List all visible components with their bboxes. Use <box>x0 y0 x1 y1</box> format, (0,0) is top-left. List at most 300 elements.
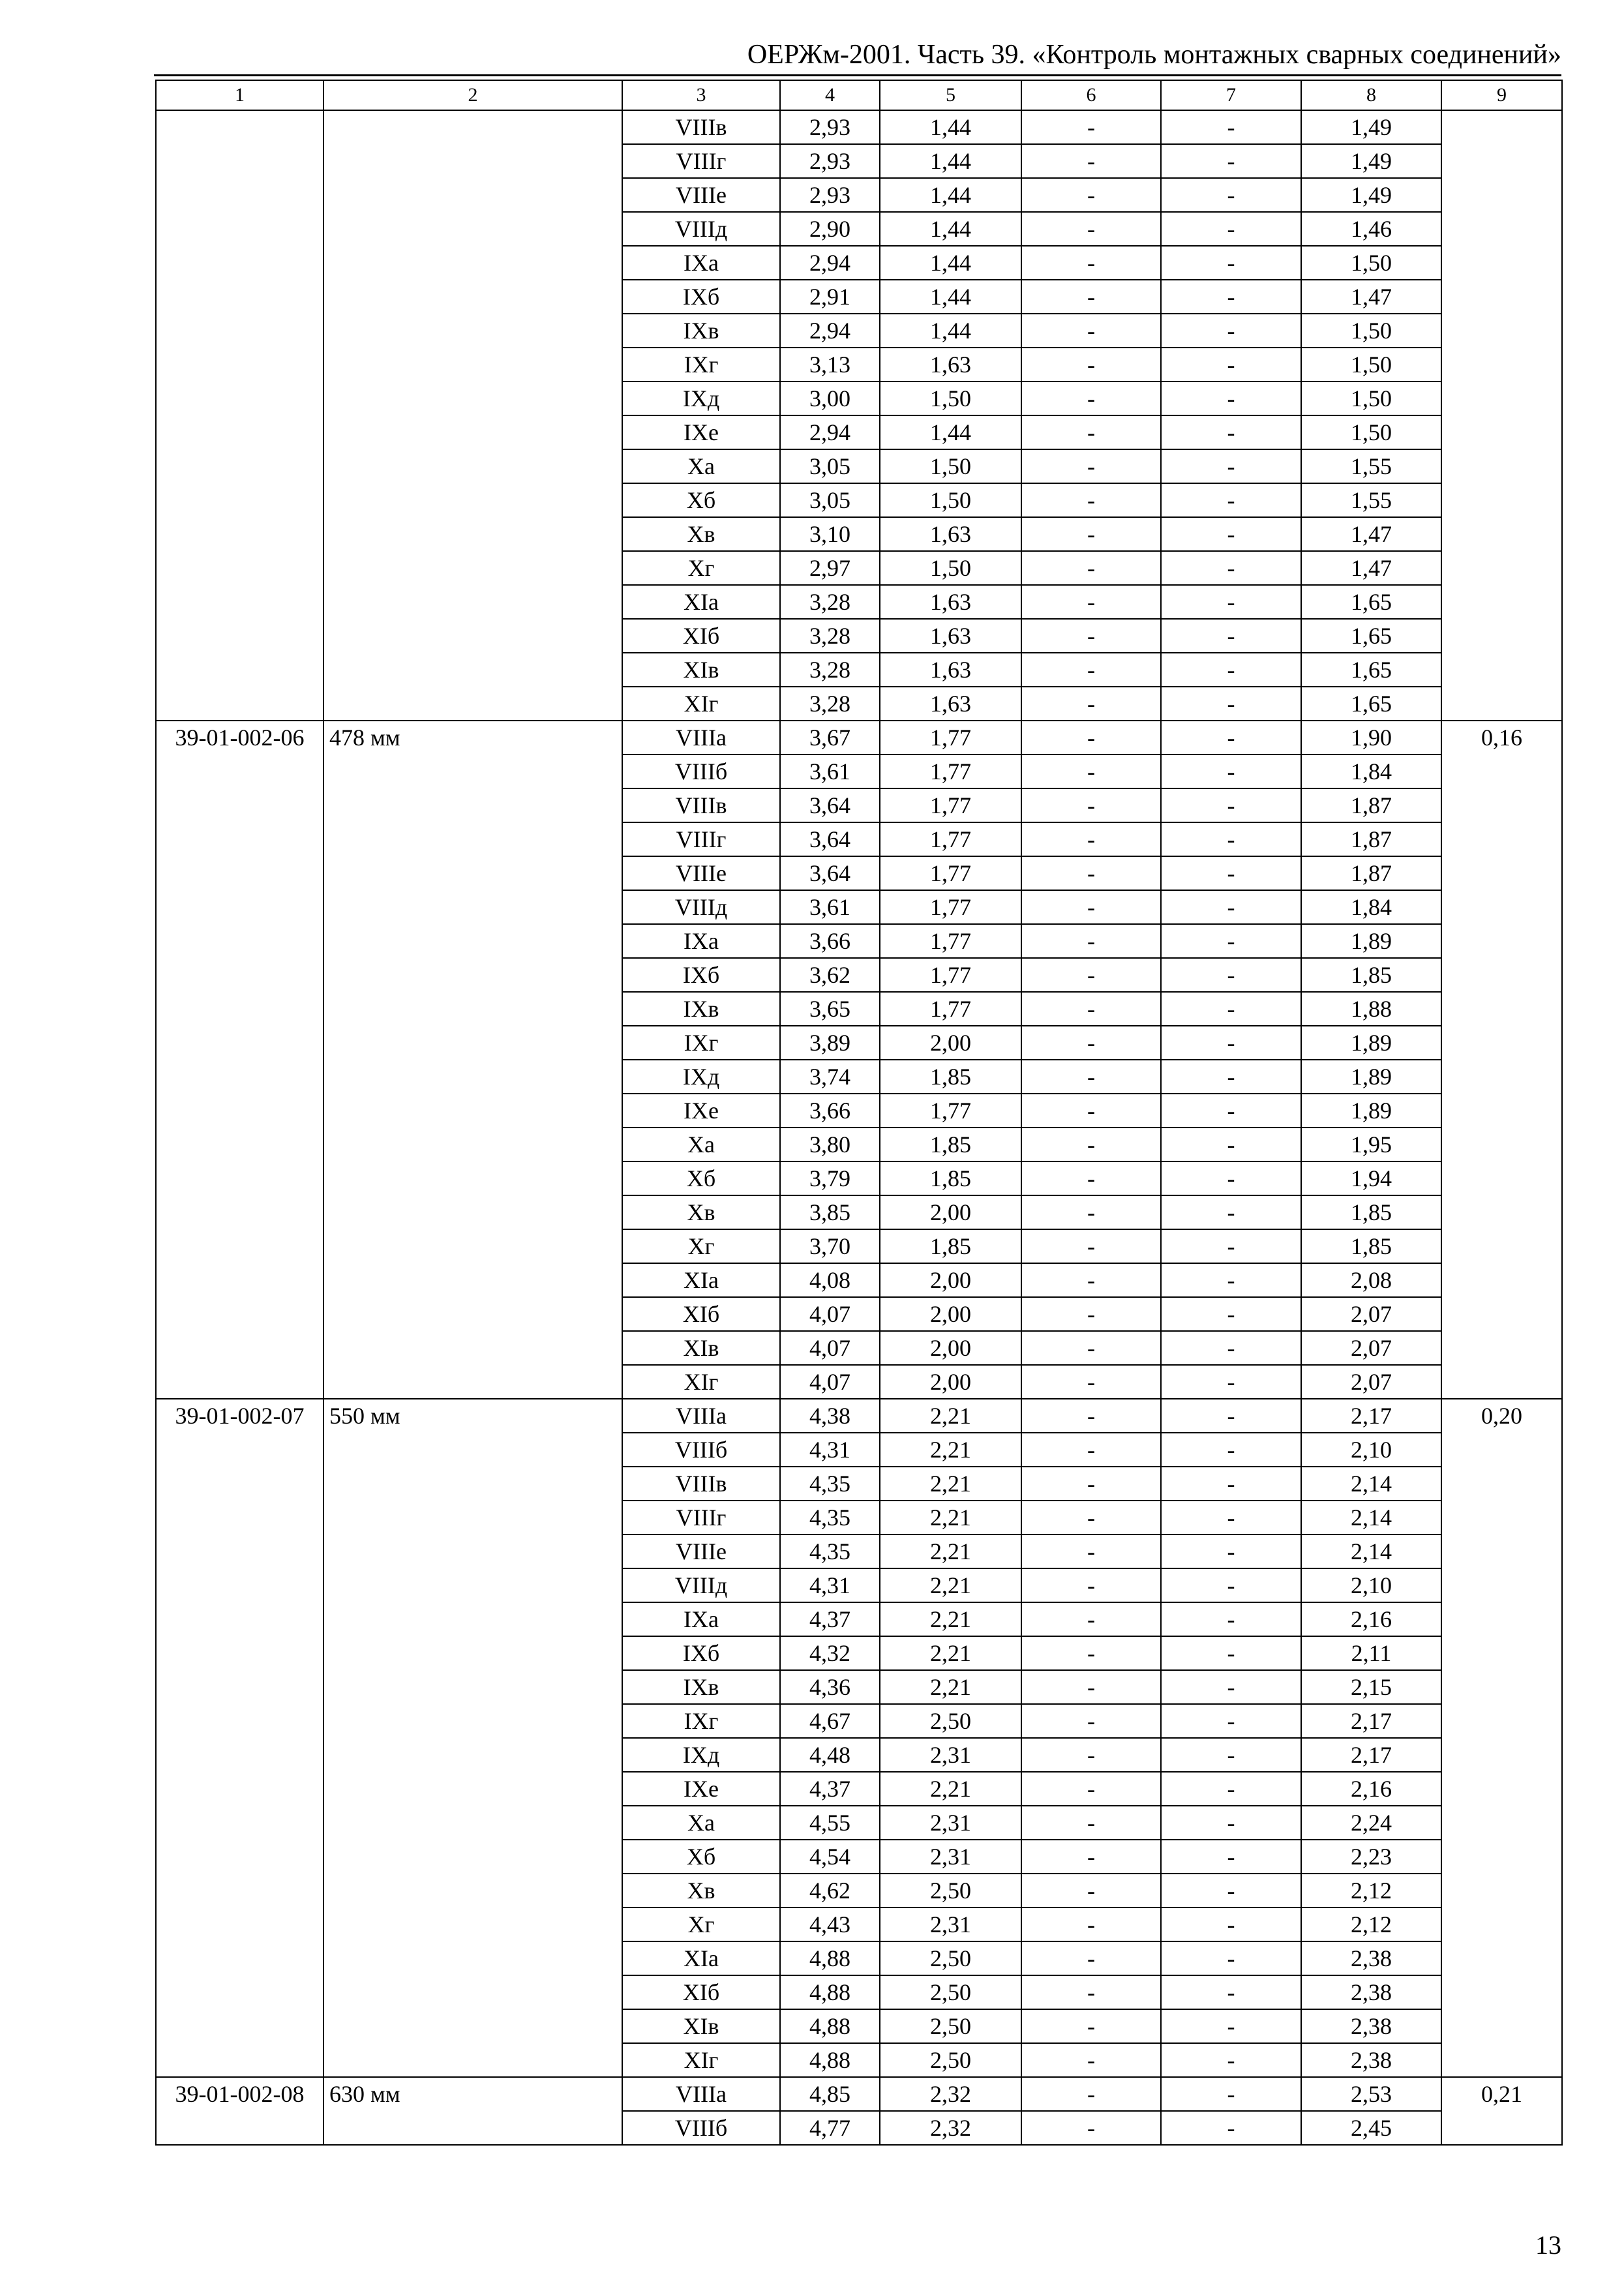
value-cell: - <box>1161 1534 1301 1568</box>
category-cell: Xг <box>622 1908 780 1941</box>
value-cell: - <box>1161 178 1301 212</box>
value-cell: 4,48 <box>780 1738 880 1772</box>
value-cell: 2,14 <box>1301 1501 1441 1534</box>
value-cell: 3,64 <box>780 788 880 822</box>
value-cell: 3,62 <box>780 958 880 992</box>
value-cell: - <box>1161 1908 1301 1941</box>
category-cell: VIIIв <box>622 110 780 144</box>
value-cell: 2,17 <box>1301 1399 1441 1433</box>
value-cell: 1,85 <box>880 1128 1021 1161</box>
value-cell: 1,94 <box>1301 1161 1441 1195</box>
value-cell: - <box>1021 1331 1161 1365</box>
value-cell: 1,46 <box>1301 212 1441 246</box>
value-cell: 2,32 <box>880 2077 1021 2111</box>
value-cell: 2,94 <box>780 314 880 348</box>
value-cell: 1,50 <box>880 551 1021 585</box>
value-cell: - <box>1021 1060 1161 1094</box>
value-cell: - <box>1161 110 1301 144</box>
value-cell: 2,11 <box>1301 1636 1441 1670</box>
value-cell: 1,77 <box>880 1094 1021 1128</box>
value-cell: - <box>1021 483 1161 517</box>
value-cell: 1,88 <box>1301 992 1441 1026</box>
value-cell: - <box>1161 1874 1301 1908</box>
value-cell: - <box>1021 585 1161 619</box>
category-cell: IXд <box>622 382 780 415</box>
value-cell: 3,79 <box>780 1161 880 1195</box>
value-cell: - <box>1161 314 1301 348</box>
column-number-row <box>156 80 1562 110</box>
category-cell: IXб <box>622 280 780 314</box>
value-cell: 1,89 <box>1301 1060 1441 1094</box>
value-cell: - <box>1021 1094 1161 1128</box>
value-cell: - <box>1021 1026 1161 1060</box>
category-cell: VIIIб <box>622 2111 780 2145</box>
value-cell: 1,49 <box>1301 110 1441 144</box>
value-cell: 2,21 <box>880 1501 1021 1534</box>
value-cell: - <box>1021 653 1161 687</box>
value-cell: - <box>1021 1263 1161 1297</box>
value-cell: - <box>1021 1297 1161 1331</box>
value-cell: 2,21 <box>880 1467 1021 1501</box>
value-cell: - <box>1021 517 1161 551</box>
value-cell: - <box>1021 687 1161 721</box>
value-cell: 2,21 <box>880 1534 1021 1568</box>
value-cell: - <box>1161 1704 1301 1738</box>
value-cell: 2,94 <box>780 415 880 449</box>
value-cell: 4,37 <box>780 1602 880 1636</box>
value-cell: - <box>1021 178 1161 212</box>
value-cell: 1,50 <box>1301 246 1441 280</box>
value-cell: - <box>1161 1195 1301 1229</box>
column-number: 5 <box>880 80 1021 110</box>
value-cell: - <box>1161 415 1301 449</box>
category-cell: Xв <box>622 1195 780 1229</box>
column-number: 9 <box>1441 80 1562 110</box>
value-cell: 1,87 <box>1301 822 1441 856</box>
value-cell: - <box>1021 415 1161 449</box>
value-cell: 2,32 <box>880 2111 1021 2145</box>
value-cell: 1,87 <box>1301 856 1441 890</box>
value-cell: - <box>1021 1195 1161 1229</box>
value-cell: - <box>1161 1772 1301 1806</box>
value-cell: 1,63 <box>880 348 1021 382</box>
value-cell: - <box>1161 517 1301 551</box>
value-cell: 2,14 <box>1301 1467 1441 1501</box>
pipe-diameter: 550 мм <box>323 1399 622 2077</box>
value-cell: 4,31 <box>780 1433 880 1467</box>
category-cell: VIIIд <box>622 1568 780 1602</box>
value-cell: 2,93 <box>780 144 880 178</box>
value-cell: 2,38 <box>1301 1975 1441 2009</box>
value-cell: - <box>1021 348 1161 382</box>
value-cell: - <box>1161 1467 1301 1501</box>
value-cell: 4,35 <box>780 1467 880 1501</box>
category-cell: VIIIб <box>622 1433 780 1467</box>
value-cell: 4,31 <box>780 1568 880 1602</box>
value-cell: - <box>1161 1670 1301 1704</box>
value-cell: 1,85 <box>880 1060 1021 1094</box>
category-cell: XIв <box>622 1331 780 1365</box>
value-cell: - <box>1161 1094 1301 1128</box>
value-cell: 2,15 <box>1301 1670 1441 1704</box>
value-cell: 1,47 <box>1301 280 1441 314</box>
value-cell: 4,88 <box>780 1975 880 2009</box>
value-cell: 1,77 <box>880 822 1021 856</box>
table-row <box>156 2077 1562 2111</box>
value-cell: 1,77 <box>880 856 1021 890</box>
value-cell: 4,07 <box>780 1331 880 1365</box>
value-cell: 2,90 <box>780 212 880 246</box>
category-cell: VIIIе <box>622 178 780 212</box>
value-cell: 4,37 <box>780 1772 880 1806</box>
header-rule <box>154 74 1561 76</box>
value-cell: 1,65 <box>1301 585 1441 619</box>
value-cell: 1,47 <box>1301 551 1441 585</box>
value-cell: - <box>1161 958 1301 992</box>
value-cell: - <box>1021 1874 1161 1908</box>
column-number: 7 <box>1161 80 1301 110</box>
category-cell: IXв <box>622 314 780 348</box>
value-cell: 1,50 <box>1301 348 1441 382</box>
value-cell: 1,44 <box>880 110 1021 144</box>
value-cell: - <box>1161 1263 1301 1297</box>
column-9-value <box>1441 110 1562 721</box>
value-cell: 2,21 <box>880 1772 1021 1806</box>
category-cell: IXд <box>622 1060 780 1094</box>
value-cell: - <box>1021 1128 1161 1161</box>
value-cell: - <box>1161 1636 1301 1670</box>
value-cell: 1,85 <box>1301 958 1441 992</box>
value-cell: - <box>1161 1229 1301 1263</box>
value-cell: 2,07 <box>1301 1297 1441 1331</box>
value-cell: 1,89 <box>1301 924 1441 958</box>
value-cell: - <box>1021 1433 1161 1467</box>
category-cell: IXв <box>622 992 780 1026</box>
value-cell: 1,44 <box>880 314 1021 348</box>
category-cell: IXв <box>622 1670 780 1704</box>
category-cell: XIб <box>622 1297 780 1331</box>
value-cell: 1,77 <box>880 890 1021 924</box>
value-cell: - <box>1161 212 1301 246</box>
value-cell: 1,50 <box>880 449 1021 483</box>
value-cell: - <box>1021 551 1161 585</box>
value-cell: - <box>1161 1297 1301 1331</box>
value-cell: 3,80 <box>780 1128 880 1161</box>
value-cell: 1,77 <box>880 721 1021 755</box>
value-cell: 1,87 <box>1301 788 1441 822</box>
value-cell: 4,35 <box>780 1501 880 1534</box>
column-number: 2 <box>323 80 622 110</box>
value-cell: 1,95 <box>1301 1128 1441 1161</box>
value-cell: - <box>1161 992 1301 1026</box>
value-cell: 1,85 <box>880 1229 1021 1263</box>
table-row <box>156 721 1562 755</box>
value-cell: - <box>1021 144 1161 178</box>
value-cell: 1,50 <box>1301 415 1441 449</box>
value-cell: - <box>1161 1501 1301 1534</box>
value-cell: 2,08 <box>1301 1263 1441 1297</box>
value-cell: - <box>1161 1941 1301 1975</box>
value-cell: 2,91 <box>780 280 880 314</box>
column-9-value: 0,16 <box>1441 721 1562 1399</box>
value-cell: 2,50 <box>880 2009 1021 2043</box>
page-number: 13 <box>1535 2230 1561 2260</box>
column-number: 6 <box>1021 80 1161 110</box>
value-cell: 2,93 <box>780 178 880 212</box>
value-cell: - <box>1021 1365 1161 1399</box>
value-cell: 1,55 <box>1301 483 1441 517</box>
value-cell: - <box>1161 1161 1301 1195</box>
value-cell: - <box>1021 280 1161 314</box>
value-cell: 2,14 <box>1301 1534 1441 1568</box>
value-cell: 4,07 <box>780 1297 880 1331</box>
value-cell: 1,85 <box>1301 1195 1441 1229</box>
column-number: 4 <box>780 80 880 110</box>
value-cell: 2,38 <box>1301 2043 1441 2077</box>
category-cell: IXе <box>622 415 780 449</box>
value-cell: 1,89 <box>1301 1094 1441 1128</box>
value-cell: - <box>1021 958 1161 992</box>
value-cell: - <box>1021 110 1161 144</box>
value-cell: - <box>1021 2111 1161 2145</box>
value-cell: 2,17 <box>1301 1704 1441 1738</box>
value-cell: - <box>1021 2009 1161 2043</box>
value-cell: 1,50 <box>880 483 1021 517</box>
category-cell: Xг <box>622 551 780 585</box>
value-cell: 1,77 <box>880 924 1021 958</box>
value-cell: 4,62 <box>780 1874 880 1908</box>
category-cell: VIIIа <box>622 721 780 755</box>
category-cell: XIа <box>622 1263 780 1297</box>
value-cell: 4,32 <box>780 1636 880 1670</box>
value-cell: - <box>1021 788 1161 822</box>
value-cell: - <box>1161 1840 1301 1874</box>
rate-code <box>156 110 323 721</box>
value-cell: - <box>1021 1738 1161 1772</box>
value-cell: - <box>1161 449 1301 483</box>
value-cell: - <box>1021 1772 1161 1806</box>
value-cell: 2,31 <box>880 1840 1021 1874</box>
category-cell: VIIIб <box>622 755 780 788</box>
value-cell: 2,07 <box>1301 1365 1441 1399</box>
value-cell: - <box>1021 1941 1161 1975</box>
value-cell: - <box>1021 992 1161 1026</box>
value-cell: 2,00 <box>880 1195 1021 1229</box>
value-cell: - <box>1161 348 1301 382</box>
value-cell: - <box>1021 314 1161 348</box>
value-cell: - <box>1161 653 1301 687</box>
value-cell: 1,77 <box>880 788 1021 822</box>
value-cell: 2,16 <box>1301 1602 1441 1636</box>
value-cell: 1,50 <box>880 382 1021 415</box>
category-cell: VIIIе <box>622 856 780 890</box>
category-cell: XIб <box>622 619 780 653</box>
value-cell: 2,00 <box>880 1026 1021 1060</box>
value-cell: - <box>1161 2077 1301 2111</box>
value-cell: 2,21 <box>880 1399 1021 1433</box>
value-cell: 3,61 <box>780 755 880 788</box>
value-cell: 4,54 <box>780 1840 880 1874</box>
category-cell: VIIIе <box>622 1534 780 1568</box>
value-cell: - <box>1161 856 1301 890</box>
value-cell: - <box>1161 144 1301 178</box>
value-cell: 1,77 <box>880 755 1021 788</box>
value-cell: 1,50 <box>1301 314 1441 348</box>
category-cell: Xб <box>622 1161 780 1195</box>
value-cell: 2,17 <box>1301 1738 1441 1772</box>
value-cell: - <box>1161 2111 1301 2145</box>
value-cell: - <box>1161 246 1301 280</box>
value-cell: 4,88 <box>780 1941 880 1975</box>
value-cell: 3,67 <box>780 721 880 755</box>
value-cell: 3,61 <box>780 890 880 924</box>
value-cell: 1,47 <box>1301 517 1441 551</box>
value-cell: - <box>1021 822 1161 856</box>
value-cell: - <box>1161 1128 1301 1161</box>
value-cell: - <box>1161 619 1301 653</box>
value-cell: - <box>1021 1229 1161 1263</box>
value-cell: - <box>1161 1026 1301 1060</box>
value-cell: 4,88 <box>780 2009 880 2043</box>
category-cell: IXб <box>622 1636 780 1670</box>
value-cell: - <box>1161 755 1301 788</box>
category-cell: Xа <box>622 1806 780 1840</box>
value-cell: 3,28 <box>780 653 880 687</box>
value-cell: - <box>1021 755 1161 788</box>
pipe-diameter <box>323 110 622 721</box>
category-cell: IXа <box>622 246 780 280</box>
value-cell: - <box>1161 1399 1301 1433</box>
value-cell: 2,21 <box>880 1568 1021 1602</box>
category-cell: IXг <box>622 348 780 382</box>
category-cell: VIIIд <box>622 212 780 246</box>
value-cell: 1,65 <box>1301 687 1441 721</box>
value-cell: - <box>1161 1331 1301 1365</box>
value-cell: - <box>1021 1501 1161 1534</box>
value-cell: - <box>1021 924 1161 958</box>
value-cell: 1,77 <box>880 992 1021 1026</box>
value-cell: 2,31 <box>880 1806 1021 1840</box>
value-cell: 3,00 <box>780 382 880 415</box>
value-cell: - <box>1161 721 1301 755</box>
column-9-value: 0,21 <box>1441 2077 1562 2145</box>
value-cell: - <box>1161 280 1301 314</box>
value-cell: 1,49 <box>1301 178 1441 212</box>
value-cell: 1,63 <box>880 619 1021 653</box>
value-cell: 4,36 <box>780 1670 880 1704</box>
value-cell: - <box>1161 788 1301 822</box>
rate-code: 39-01-002-07 <box>156 1399 323 2077</box>
value-cell: 1,63 <box>880 517 1021 551</box>
value-cell: - <box>1021 1534 1161 1568</box>
value-cell: - <box>1021 246 1161 280</box>
value-cell: 3,05 <box>780 449 880 483</box>
value-cell: 2,00 <box>880 1263 1021 1297</box>
value-cell: - <box>1161 1602 1301 1636</box>
value-cell: 1,63 <box>880 653 1021 687</box>
category-cell: IXа <box>622 924 780 958</box>
value-cell: - <box>1021 382 1161 415</box>
value-cell: 1,44 <box>880 280 1021 314</box>
value-cell: 1,44 <box>880 246 1021 280</box>
value-cell: 4,88 <box>780 2043 880 2077</box>
value-cell: 2,31 <box>880 1738 1021 1772</box>
value-cell: 2,21 <box>880 1670 1021 1704</box>
value-cell: 2,16 <box>1301 1772 1441 1806</box>
value-cell: - <box>1021 1399 1161 1433</box>
value-cell: 4,07 <box>780 1365 880 1399</box>
value-cell: 1,84 <box>1301 890 1441 924</box>
value-cell: 1,44 <box>880 144 1021 178</box>
value-cell: 3,70 <box>780 1229 880 1263</box>
category-cell: IXа <box>622 1602 780 1636</box>
value-cell: - <box>1021 1840 1161 1874</box>
value-cell: - <box>1161 1975 1301 2009</box>
category-cell: IXг <box>622 1704 780 1738</box>
category-cell: IXе <box>622 1094 780 1128</box>
category-cell: VIIIа <box>622 2077 780 2111</box>
category-cell: IXг <box>622 1026 780 1060</box>
category-cell: VIIIд <box>622 890 780 924</box>
category-cell: XIг <box>622 687 780 721</box>
category-cell: IXе <box>622 1772 780 1806</box>
value-cell: - <box>1021 212 1161 246</box>
value-cell: 1,50 <box>1301 382 1441 415</box>
value-cell: 3,65 <box>780 992 880 1026</box>
value-cell: 4,85 <box>780 2077 880 2111</box>
value-cell: 4,67 <box>780 1704 880 1738</box>
value-cell: 1,90 <box>1301 721 1441 755</box>
category-cell: Xа <box>622 1128 780 1161</box>
value-cell: - <box>1021 1467 1161 1501</box>
value-cell: 2,07 <box>1301 1331 1441 1365</box>
value-cell: 2,53 <box>1301 2077 1441 2111</box>
table-row <box>156 1399 1562 1433</box>
value-cell: - <box>1021 1602 1161 1636</box>
value-cell: - <box>1161 687 1301 721</box>
value-cell: 2,21 <box>880 1602 1021 1636</box>
value-cell: 3,05 <box>780 483 880 517</box>
value-cell: 2,50 <box>880 1704 1021 1738</box>
value-cell: - <box>1161 1060 1301 1094</box>
value-cell: 1,63 <box>880 687 1021 721</box>
value-cell: 2,24 <box>1301 1806 1441 1840</box>
value-cell: 1,77 <box>880 958 1021 992</box>
pipe-diameter: 478 мм <box>323 721 622 1399</box>
value-cell: 1,63 <box>880 585 1021 619</box>
value-cell: - <box>1021 1161 1161 1195</box>
category-cell: XIг <box>622 2043 780 2077</box>
value-cell: 1,84 <box>1301 755 1441 788</box>
value-cell: 2,12 <box>1301 1908 1441 1941</box>
value-cell: 4,38 <box>780 1399 880 1433</box>
value-cell: 4,43 <box>780 1908 880 1941</box>
value-cell: 2,31 <box>880 1908 1021 1941</box>
rate-code: 39-01-002-06 <box>156 721 323 1399</box>
value-cell: 2,93 <box>780 110 880 144</box>
value-cell: - <box>1161 1738 1301 1772</box>
value-cell: 1,85 <box>880 1161 1021 1195</box>
value-cell: - <box>1161 924 1301 958</box>
value-cell: 4,08 <box>780 1263 880 1297</box>
category-cell: XIа <box>622 585 780 619</box>
value-cell: 2,50 <box>880 1874 1021 1908</box>
value-cell: 2,00 <box>880 1365 1021 1399</box>
value-cell: 1,44 <box>880 415 1021 449</box>
category-cell: Xв <box>622 517 780 551</box>
value-cell: - <box>1021 1704 1161 1738</box>
value-cell: 4,55 <box>780 1806 880 1840</box>
